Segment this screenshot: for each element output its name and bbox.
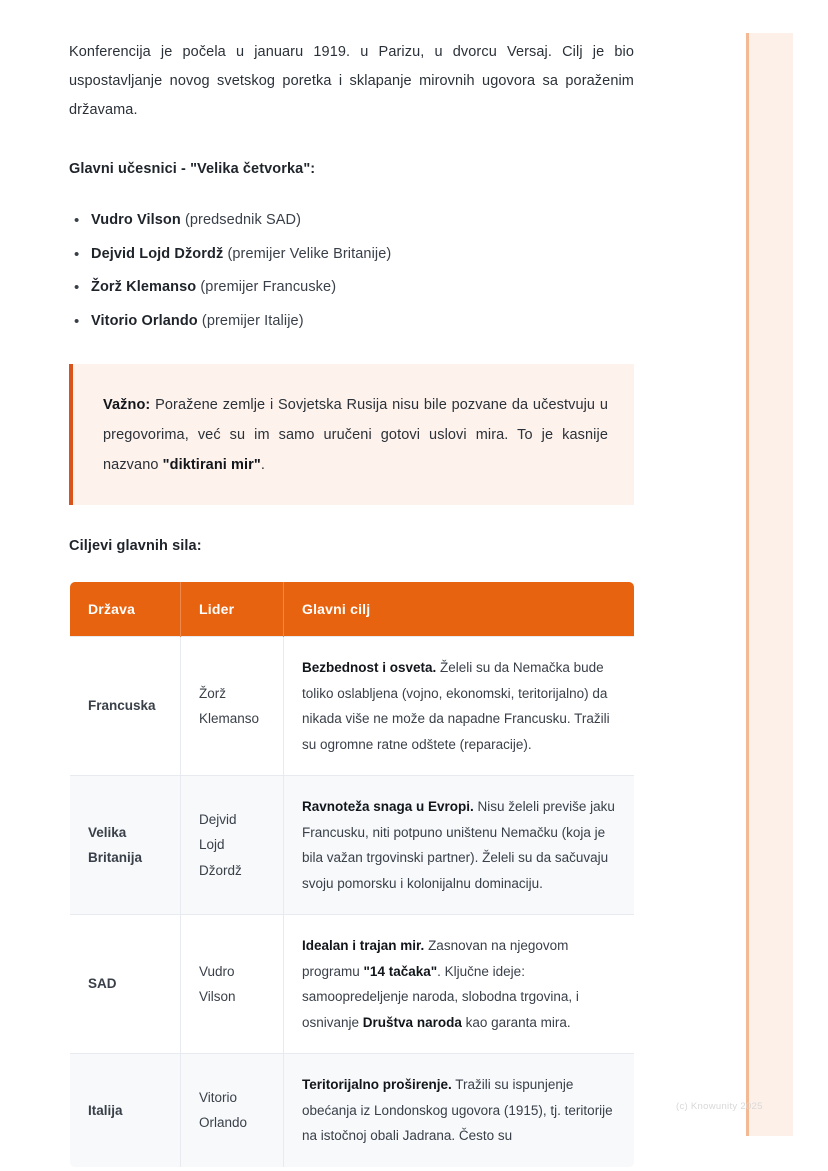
cell-leader: Dejvid Lojd Džordž [181,776,284,915]
goal-body-3: kao garanta mira. [461,1014,571,1030]
callout-label: Važno: [103,397,151,413]
intro-paragraph: Konferencija je počela u januaru 1919. u Parizu, u dvorcu Versaj. Cilj je bio uspostavljanje novog svetskog poretka i sklapanje mirovnih ugovora sa poraženim državama. [69,44,634,118]
table-body [70,637,635,1168]
participant-role: (premijer Velike Britanije) [223,245,392,262]
table-heading: Ciljevi glavnih sila: [69,538,202,554]
callout-body-after: . [260,457,266,473]
watermark: (c) Knowunity 2025 [676,1101,763,1112]
goal-body: Nisu želeli previše jaku Francusku, niti potpuno uništenu Nemačku (koja je bila važan trgovinski partner). Želeli su da sačuvaju svoju pomorsku i kolonijalnu dominaciju. [302,799,615,891]
participants-heading: Glavni učesnici - "Velika četvorka": [69,161,316,177]
participant-name: Vitorio Orlando [91,312,198,329]
table-row [70,915,635,1054]
callout-quote: "diktirani mir" [162,457,261,473]
table-row [70,1054,635,1168]
goals-table [69,581,635,1168]
cell-goal [284,776,635,915]
goal-title: Ravnoteža snaga u Evropi. [302,799,474,814]
goal-emphasis-2: Društva naroda [362,1014,462,1030]
cell-country: Italija [70,1054,181,1168]
important-callout [69,364,634,505]
column-header-country: Država [70,582,181,637]
cell-country: Velika Britanija [70,776,181,915]
participant-name: Žorž Klemanso [91,279,197,295]
cell-country: SAD [70,915,181,1054]
document-content [69,0,634,1168]
callout-text [103,390,608,480]
column-header-goal: Glavni cilj [284,582,635,637]
participant-role: (premijer Francuske) [196,279,337,295]
cell-country: Francuska [70,637,181,776]
cell-goal [284,637,635,776]
cell-goal [284,1054,635,1168]
goal-body-2: . Ključne ideje: samoopredeljenje naroda, slobodna trgovina, i osnivanje [302,963,579,1030]
list-item [91,204,634,238]
goal-emphasis-1: "14 tačaka" [363,963,438,979]
goal-body: Tražili su ispunjenje obećanja iz Londonskog ugovora (1915), tj. teritorije na istočnoj obali Jadrana. Često su [302,1077,613,1143]
table-row [70,776,635,915]
callout-body-before: Poražene zemlje i Sovjetska Rusija nisu bile pozvane da učestvuju u pregovorima, već su im samo uručeni gotovi uslovi mira. To je kasnije nazvano [103,397,608,473]
participant-role: (predsednik SAD) [180,212,301,228]
goal-title: Bezbednost i osveta. [302,660,437,675]
cell-leader: Vitorio Orlando [181,1054,284,1168]
goal-title: Idealan i trajan mir. [302,938,425,953]
goal-body-1: Zasnovan na njegovom programu [302,938,569,979]
list-item [91,305,634,339]
cell-leader: Žorž Klemanso [181,637,284,776]
list-item [91,271,634,305]
table-row [70,637,635,776]
participant-name: Vudro Vilson [91,212,181,228]
cell-leader: Vudro Vilson [181,915,284,1054]
table-header-row [70,582,635,637]
goal-title: Teritorijalno proširenje. [302,1077,452,1092]
column-header-leader: Lider [181,582,284,637]
goal-body: Želeli su da Nemačka bude toliko oslabljena (vojno, ekonomski, teritorijalno) da nikada više ne može da napadne Francusku. Tražili su ogromne ratne odštete (reparacije). [302,660,610,752]
participant-role: (premijer Italije) [197,312,304,329]
decorative-right-stripe [746,33,793,1136]
cell-goal [284,915,635,1054]
participant-name: Dejvid Lojd Džordž [91,245,224,262]
list-item [91,238,634,272]
participants-list [69,204,634,338]
table-header [70,582,635,637]
